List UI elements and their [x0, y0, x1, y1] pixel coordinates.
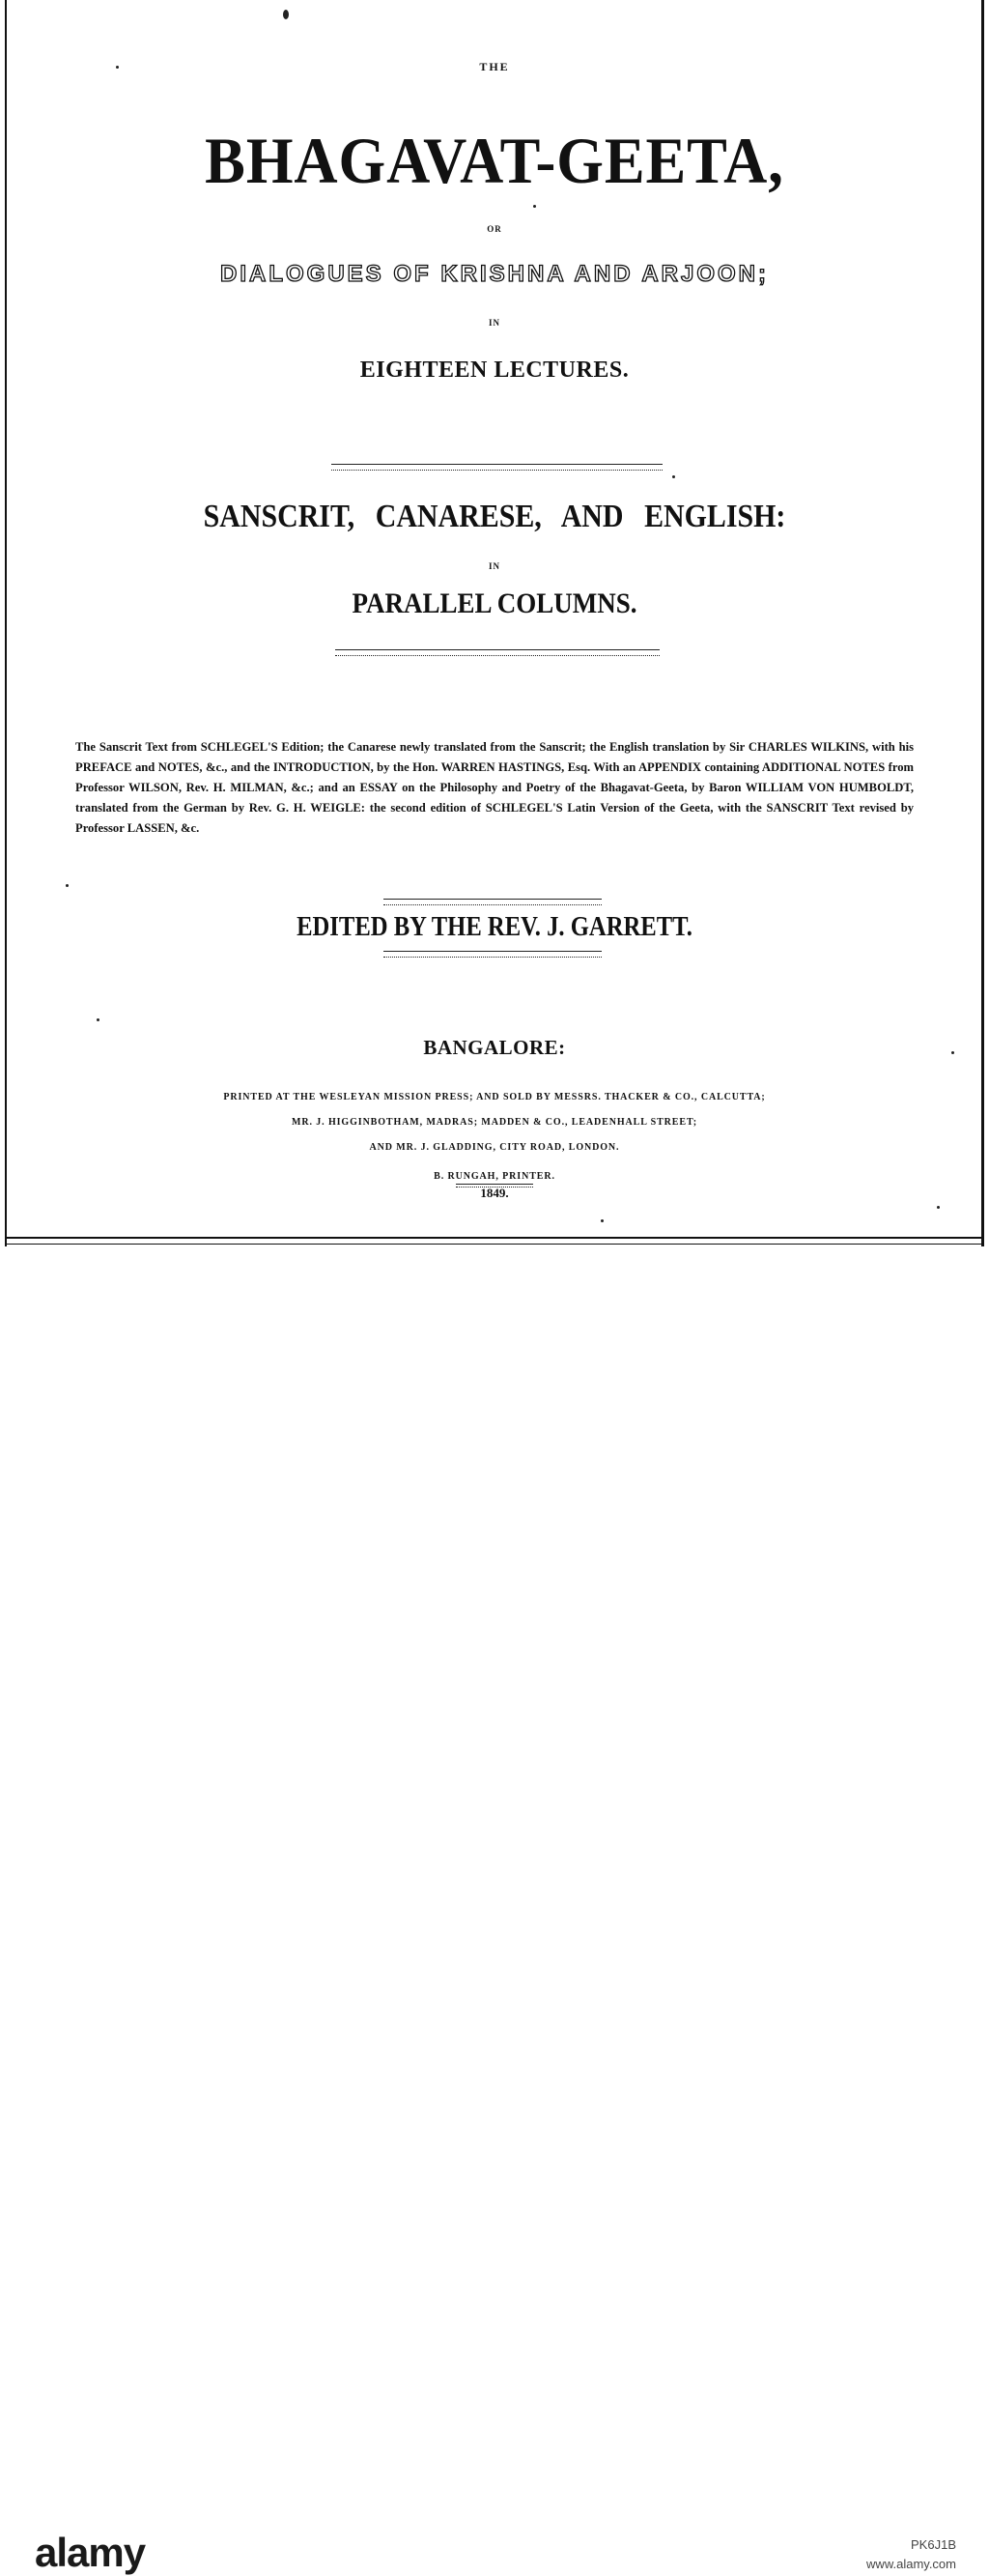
- ornamental-rule-4: [383, 951, 602, 958]
- ink-speck: [66, 884, 69, 887]
- bottom-border-rule: [5, 1237, 984, 1239]
- title-page: [0, 0, 989, 1256]
- watermark-footer: [0, 1256, 989, 2575]
- ink-speck: [937, 1206, 940, 1209]
- site-url: www.alamy.com: [866, 2557, 956, 2571]
- in-label: IN: [488, 318, 500, 328]
- publication-year: 1849.: [480, 1186, 509, 1200]
- ink-speck: [97, 1018, 99, 1021]
- lectures-line: EIGHTEEN LECTURES.: [359, 358, 630, 383]
- ink-speck: [601, 1219, 604, 1222]
- imprint-line-2: MR. J. HIGGINBOTHAM, MADRAS; MADDEN & CO., LEADENHALL STREET;: [291, 1117, 697, 1128]
- ornamental-rule-3: [383, 899, 602, 905]
- description-paragraph: The Sanscrit Text from SCHLEGEL'S Edition; the Canarese newly translated from the Sanscrit; the English translation by Sir CHARLES WILKINS, with his PREFACE and NOTES, &c., and the INTRODUCTION, by the Hon. WARREN HASTINGS, Esq. With an APPENDIX containing ADDITIONAL NOTES from Professor WILSON, Rev. H. MILMAN, &c.; and an ESSAY on the Philosophy and Poetry of the Bhagavat-Geeta, by Baron WILLIAM VON HUMBOLDT, translated from the German by Rev. G. H. WEIGLE: the second edition of SCHLEGEL'S Latin Version of the Geeta, with the SANSCRIT Text revised by Professor LASSEN, &c.: [75, 740, 914, 835]
- ornamental-rule: [331, 464, 663, 471]
- editor-line: EDITED BY THE REV. J. GARRETT.: [297, 912, 692, 942]
- bottom-border-rule-inner: [5, 1244, 984, 1245]
- ink-speck: [116, 66, 119, 69]
- the-label: THE: [479, 60, 510, 73]
- place-of-publication: BANGALORE:: [423, 1036, 566, 1059]
- imprint-line-1: PRINTED AT THE WESLEYAN MISSION PRESS; AND SOLD BY MESSRS. THACKER & CO., CALCUTTA;: [223, 1092, 766, 1102]
- languages-line: SANSCRIT, CANARESE, AND ENGLISH:: [203, 499, 786, 534]
- book-title: BHAGAVAT-GEETA,: [205, 124, 784, 197]
- image-info: [866, 2535, 956, 2574]
- in-label-2: IN: [488, 561, 500, 571]
- ornamental-rule-2: [335, 649, 660, 656]
- printer-line: B. RUNGAH, PRINTER.: [434, 1171, 555, 1182]
- ink-speck: [672, 475, 675, 478]
- ink-speck: [283, 10, 289, 19]
- alamy-logo: alamy: [35, 2530, 146, 2575]
- ink-speck: [533, 205, 536, 208]
- image-id: PK6J1B: [911, 2537, 956, 2552]
- ink-speck: [951, 1051, 954, 1054]
- parallel-columns-line: PARALLEL COLUMNS.: [352, 587, 637, 619]
- book-subtitle: DIALOGUES OF KRISHNA AND ARJOON;: [219, 261, 769, 287]
- or-label: OR: [487, 224, 502, 234]
- imprint-line-3: AND MR. J. GLADDING, CITY ROAD, LONDON.: [369, 1142, 620, 1153]
